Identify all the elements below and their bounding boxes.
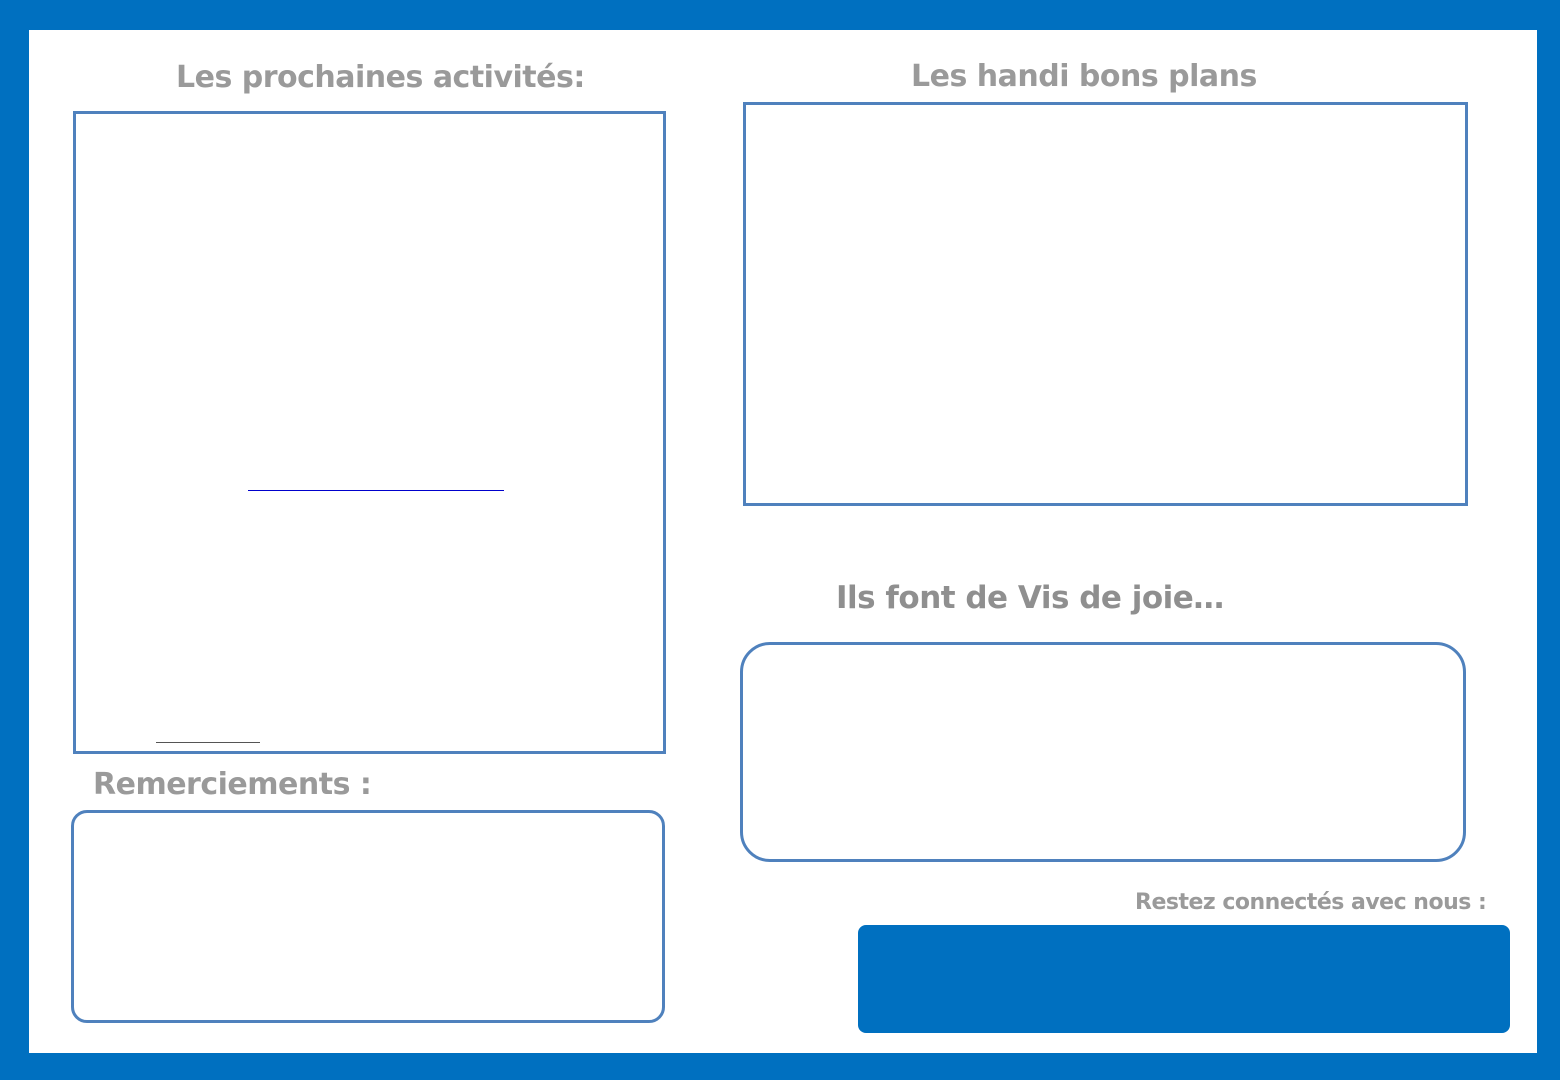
newsletter-page (29, 30, 1537, 1053)
thanks-box (71, 810, 665, 1023)
vis-de-joie-box (740, 642, 1466, 862)
activities-title: Les prochaines activités: (176, 60, 585, 95)
activity-link-underline[interactable] (248, 490, 504, 491)
activity-small-underline (156, 742, 260, 743)
thanks-title: Remerciements : (93, 767, 372, 802)
bons-plans-title: Les handi bons plans (911, 59, 1257, 94)
social-links-bar[interactable] (858, 925, 1510, 1033)
connect-title: Restez connectés avec nous : (1135, 890, 1487, 915)
bons-plans-box (743, 102, 1468, 506)
vis-de-joie-title: Ils font de Vis de joie… (836, 580, 1224, 616)
activities-box (73, 111, 666, 754)
